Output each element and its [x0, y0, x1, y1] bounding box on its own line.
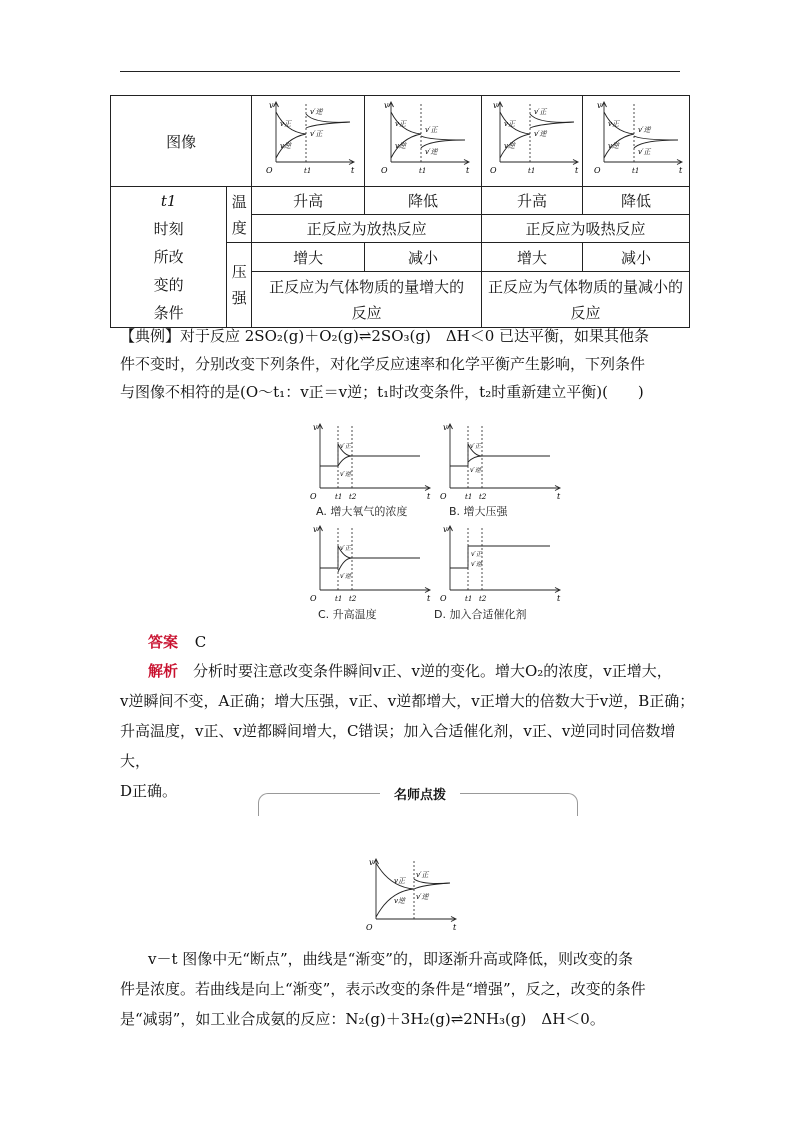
- v-forward-prime: [306, 122, 350, 128]
- origin-label: O: [440, 594, 447, 602]
- analysis-label: 解析: [148, 662, 179, 680]
- temp-note: 正反应为放热反应: [252, 215, 482, 243]
- origin-label: O: [594, 166, 601, 175]
- analysis-line: v逆瞬间不变，A正确；增大压强，v正、v逆都增大，v正增大的倍数大于v逆，B正确；: [120, 692, 695, 710]
- option-b-graph: [438, 420, 563, 500]
- t1-label: t1: [465, 595, 473, 602]
- origin-label: O: [440, 492, 447, 500]
- v-fwd-prime-label: v′正: [471, 551, 482, 558]
- pressure-cell: 增大: [252, 243, 365, 272]
- axis-label-t: t: [557, 594, 561, 602]
- temp-cell: 升高: [482, 187, 583, 215]
- row-label-condition: [111, 187, 227, 328]
- option-a-label: A. 增大氧气的浓度: [316, 505, 408, 518]
- t2-label: t2: [479, 595, 487, 602]
- vt-graph-temp-down-endo: [586, 96, 686, 182]
- pressure-note: 正反应为气体物质的量减小的 反应: [482, 272, 690, 328]
- axis-label-v: v: [313, 525, 318, 534]
- temp-cell: 降低: [365, 187, 482, 215]
- tip-graph: [364, 853, 459, 931]
- answer-value: C: [194, 633, 207, 651]
- row-label-line: 时刻: [153, 220, 184, 238]
- analysis-line: 分析时要注意改变条件瞬间v正、v逆的变化。增大O₂的浓度，v正增大，: [178, 662, 672, 680]
- v-fwd-label: v正: [280, 120, 292, 128]
- v-fwd-prime-label: v′正: [425, 126, 438, 134]
- answer-label: 答案: [148, 633, 179, 651]
- t1-label: t1: [528, 167, 536, 175]
- t1-label: t1: [335, 493, 343, 500]
- v-fwd-prime-label: v′正: [638, 148, 651, 156]
- axis-label-t: t: [575, 166, 579, 175]
- axis-label-t: t: [557, 492, 561, 500]
- v-rev-label: v逆: [395, 142, 407, 150]
- header-rule: [120, 71, 680, 72]
- origin-label: O: [381, 166, 388, 175]
- axis-label-v: v: [369, 858, 374, 867]
- v-reverse-prime: [468, 456, 482, 462]
- t2-label: t2: [349, 493, 357, 500]
- row-label-t1: t1: [160, 192, 177, 210]
- row-label-line: 条件: [153, 304, 184, 322]
- origin-label: O: [266, 166, 273, 175]
- v-rev-label: v逆: [394, 897, 405, 905]
- v-rev-label: v逆: [280, 142, 292, 150]
- origin-label: O: [310, 594, 317, 602]
- axis-label-v: v: [597, 101, 602, 110]
- v-rev-prime-label: v′逆: [638, 126, 651, 134]
- v-forward-prime: [421, 136, 465, 140]
- v-forward-prime: [414, 879, 450, 884]
- option-b-label: B. 增大压强: [449, 505, 508, 518]
- graph-cell-3: [482, 96, 583, 187]
- t1-label: t1: [465, 493, 473, 500]
- example-line: 与图像不相符的是(O～t₁：v正＝v逆；t₁时改变条件，t₂时重新建立平衡)( ): [120, 383, 644, 401]
- answer: [148, 628, 206, 656]
- origin-label: O: [366, 923, 373, 931]
- option-d-graph: [438, 522, 563, 602]
- tip-line: v－t 图像中无“断点”，曲线是“渐变”的，即逐渐升高或降低，则改变的条: [148, 950, 633, 968]
- v-fwd-prime-label: v′正: [340, 545, 351, 552]
- pressure-note: 正反应为气体物质的量增大的 反应: [252, 272, 482, 328]
- v-rev-prime-label: v′逆: [340, 471, 351, 478]
- t2-label: t2: [479, 493, 487, 500]
- v-rev-prime-label: v′逆: [416, 893, 429, 901]
- t1-label: t1: [304, 167, 312, 175]
- v-reverse-prime: [634, 136, 678, 140]
- graph-cell-4: [583, 96, 690, 187]
- axis-label-t: t: [466, 166, 470, 175]
- v-rev-prime-label: v′逆: [534, 130, 547, 138]
- axis-label-v: v: [269, 101, 274, 110]
- v-fwd-prime-label: v′正: [470, 443, 481, 450]
- v-fwd-prime-label: v′正: [416, 871, 429, 879]
- tip-line: 是“减弱”，如工业合成氨的反应：N₂(g)＋3H₂(g)⇌2NH₃(g) ΔH＜0。: [120, 1010, 605, 1028]
- v-reverse-prime: [530, 122, 574, 128]
- temp-cell: 降低: [583, 187, 690, 215]
- axis-label-v: v: [384, 101, 389, 110]
- analysis-line: 升高温度，v正、v逆都瞬间增大，C错误；加入合适催化剂，v正、v逆同时同倍数增大，: [120, 722, 676, 770]
- v-reverse-prime: [414, 883, 450, 889]
- option-c-label: C. 升高温度: [318, 608, 377, 621]
- axis-label-v: v: [443, 423, 448, 432]
- v-rev-prime-label: v′逆: [310, 108, 323, 116]
- pressure-cell: 减小: [583, 243, 690, 272]
- vt-graph-temp-up-endo: [482, 96, 582, 182]
- vt-graph-temp-up-exo: [258, 96, 358, 182]
- tip-title: 名师点拨: [380, 784, 460, 803]
- axis-label-v: v: [443, 525, 448, 534]
- analysis-line: D正确。: [120, 782, 178, 800]
- pressure-cell: 增大: [482, 243, 583, 272]
- temp-note: 正反应为吸热反应: [482, 215, 690, 243]
- example-line: 件不变时，分别改变下列条件，对化学反应速率和化学平衡产生影响，下列条件: [120, 355, 646, 373]
- vt-graph-temp-down-exo: [373, 96, 473, 182]
- t1-label: t1: [419, 167, 427, 175]
- v-rev-prime-label: v′逆: [340, 573, 351, 580]
- origin-label: O: [490, 166, 497, 175]
- v-reverse-prime: [338, 456, 352, 466]
- v-forward-prime: [634, 140, 678, 148]
- v-rev-prime-label: v′逆: [470, 467, 481, 474]
- tip-text: [120, 944, 695, 1034]
- t1-label: t1: [632, 167, 640, 175]
- axis-label-t: t: [427, 492, 431, 500]
- v-fwd-prime-label: v′正: [310, 130, 323, 138]
- axis-label-t: t: [351, 166, 355, 175]
- graph-cell-1: [252, 96, 365, 187]
- temp-label: 温 度: [227, 187, 252, 243]
- axis-label-t: t: [679, 166, 683, 175]
- axis-label-t: t: [453, 923, 457, 931]
- v-rev-label: v逆: [504, 142, 515, 150]
- v-forward-curve: [376, 863, 414, 889]
- v-reverse-prime: [421, 140, 465, 148]
- row-label-image: 图像: [111, 96, 252, 187]
- row-label-line: 变的: [153, 276, 184, 294]
- v-rev-prime-label: v′逆: [425, 148, 438, 156]
- v-reverse-prime: [338, 558, 352, 572]
- v-fwd-label: v正: [504, 120, 515, 128]
- option-a-graph: [308, 420, 433, 500]
- v-fwd-label: v正: [394, 877, 405, 885]
- option-d-label: D. 加入合适催化剂: [434, 608, 527, 621]
- v-fwd-prime-label: v′正: [340, 443, 351, 450]
- example-line: 【典例】对于反应 2SO₂(g)＋O₂(g)⇌2SO₃(g) ΔH＜0 已达平衡，如果其他条: [120, 327, 650, 345]
- row-label-line: 所改: [153, 248, 184, 266]
- example-question: [120, 322, 690, 406]
- pressure-label: 压 强: [227, 243, 252, 328]
- origin-label: O: [310, 492, 317, 500]
- v-fwd-prime-label: v′正: [534, 108, 547, 116]
- axis-label-v: v: [313, 423, 318, 432]
- tip-line: 件是浓度。若曲线是向上“渐变”，表示改变的条件是“增强”，反之，改变的条件: [120, 980, 646, 998]
- t2-label: t2: [349, 595, 357, 602]
- option-c-graph: [308, 522, 433, 602]
- axis-label-t: t: [427, 594, 431, 602]
- v-rev-label: v逆: [608, 142, 619, 150]
- temp-cell: 升高: [252, 187, 365, 215]
- v-fwd-label: v正: [395, 120, 407, 128]
- t1-label: t1: [335, 595, 343, 602]
- graph-cell-2: [365, 96, 482, 187]
- v-fwd-label: v正: [608, 120, 619, 128]
- pressure-cell: 减小: [365, 243, 482, 272]
- v-rev-prime-label: v′逆: [471, 561, 482, 568]
- axis-label-v: v: [493, 101, 498, 110]
- conditions-table: [110, 95, 690, 328]
